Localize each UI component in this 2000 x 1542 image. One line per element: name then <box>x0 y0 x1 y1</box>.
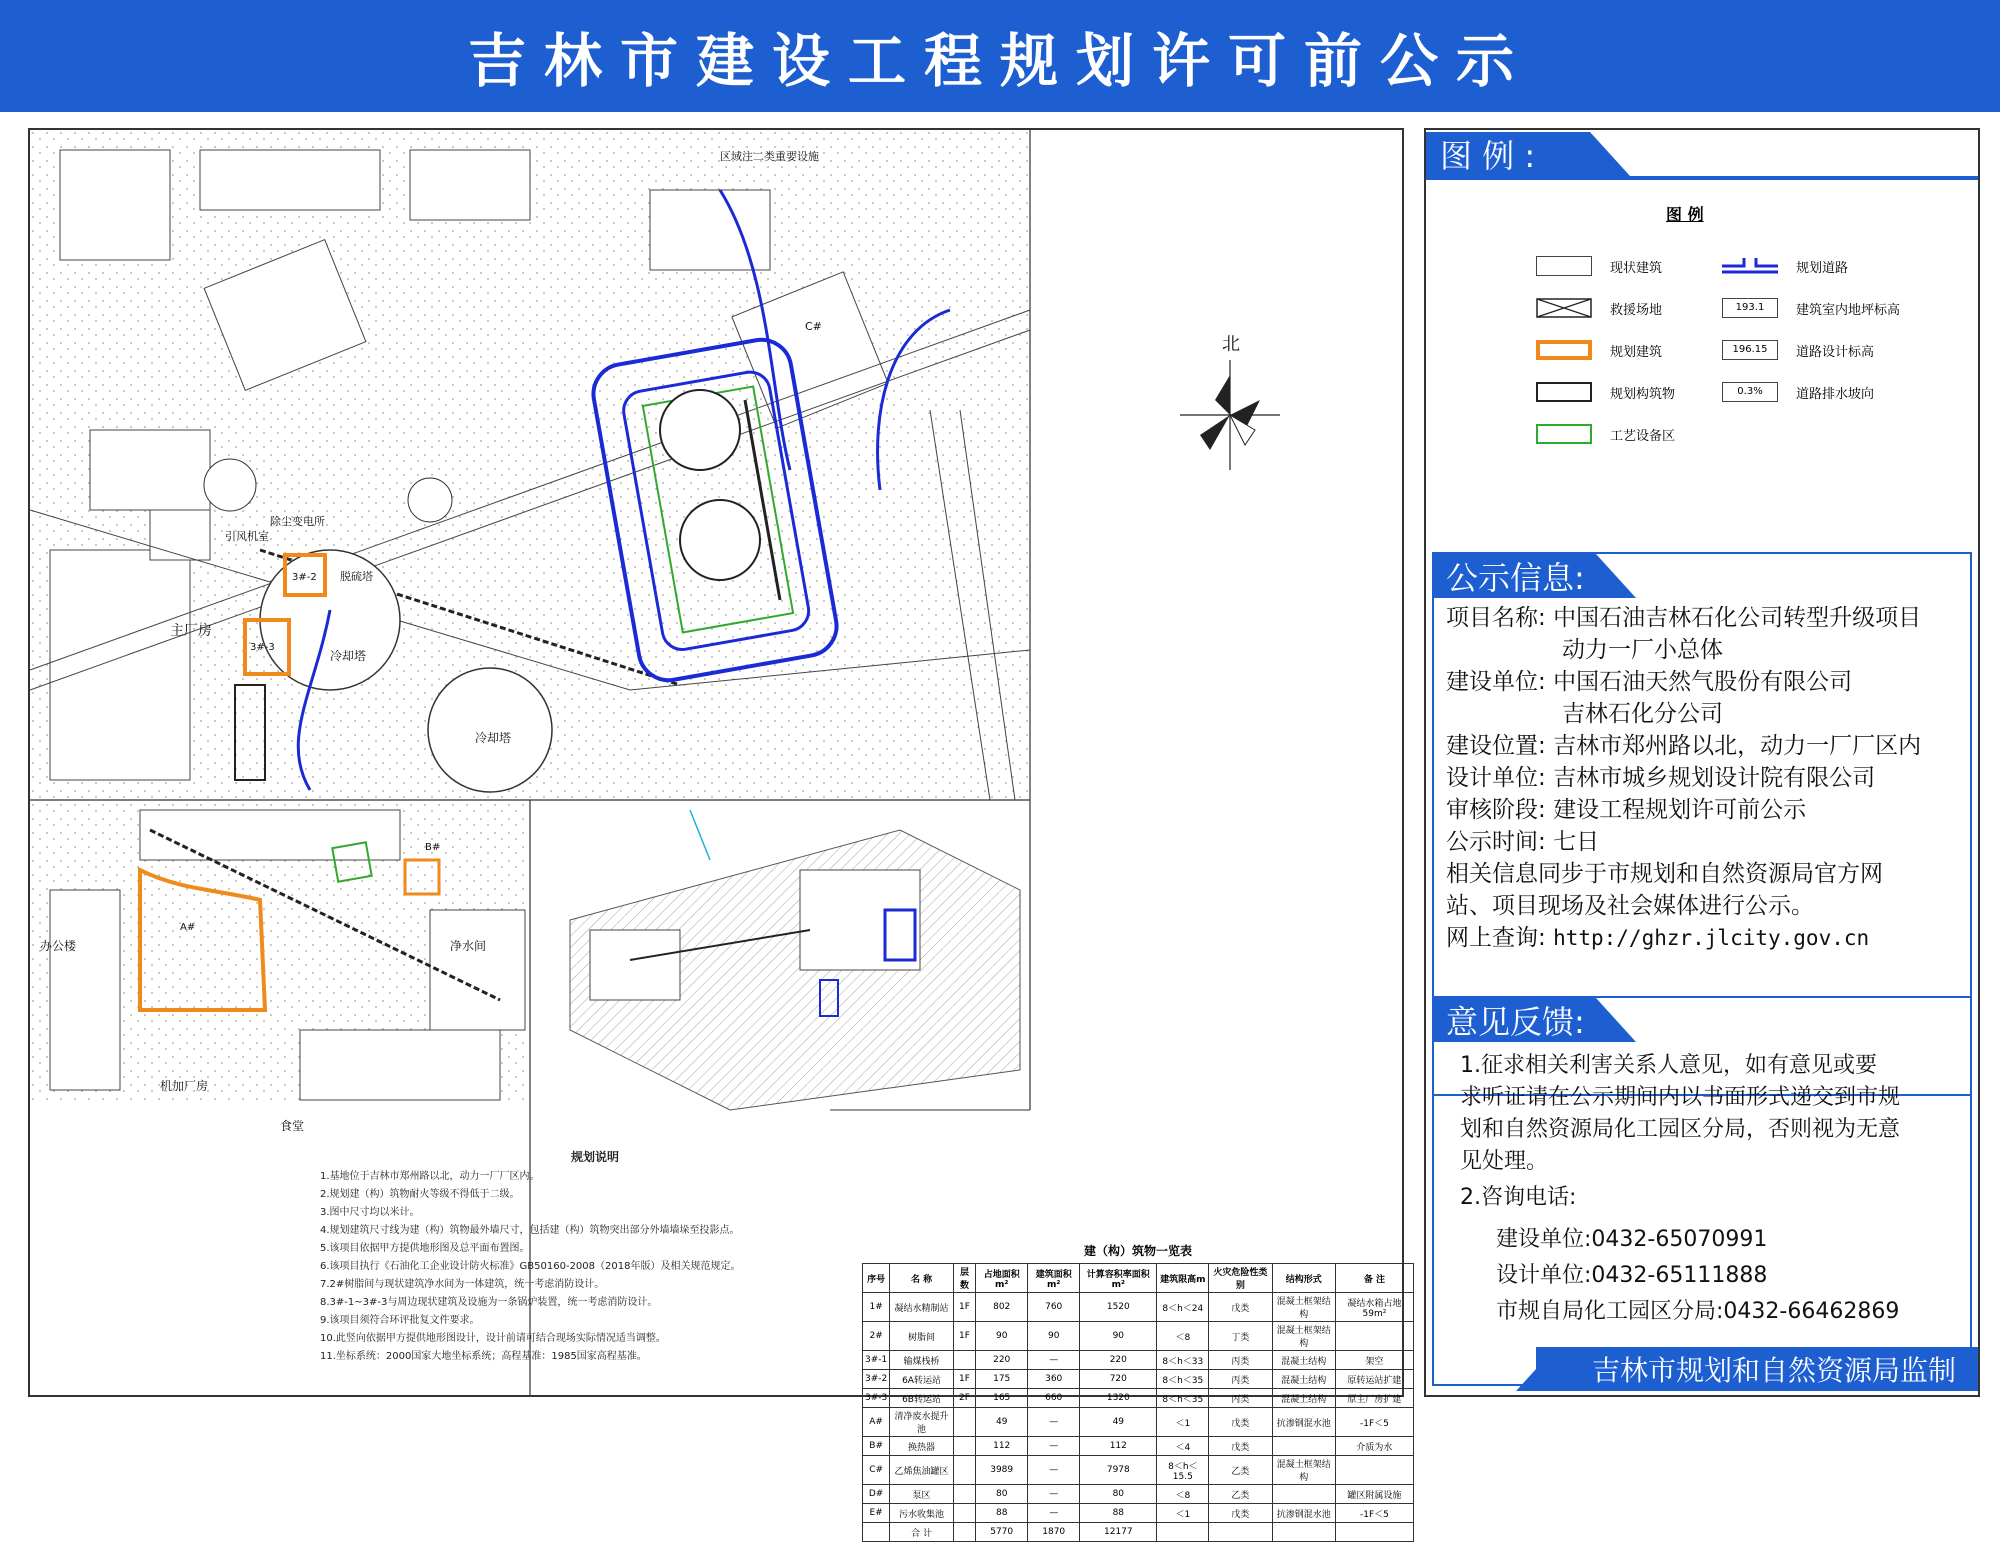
building-table-wrap <box>862 1242 1414 1542</box>
legend-item <box>1536 256 1662 276</box>
table-cell: 戊类 <box>1209 1437 1272 1456</box>
legend-label: 工艺设备区 <box>1610 428 1676 444</box>
table-row <box>863 1437 1414 1456</box>
table-cell: 树脂间 <box>890 1322 954 1351</box>
table-header: 建筑面积m² <box>1028 1264 1080 1293</box>
table-cell <box>953 1351 975 1370</box>
table-cell: — <box>1028 1504 1080 1523</box>
table-cell: 原转运站扩建 <box>1335 1370 1413 1389</box>
table-cell: 输煤栈桥 <box>890 1351 954 1370</box>
info-value: 建设工程规划许可前公示 <box>1553 797 1807 823</box>
table-cell: 8＜h＜33 <box>1157 1351 1209 1370</box>
notes-line: 2.规划建（构）筑物耐火等级不得低于二级。 <box>320 1189 520 1200</box>
table-cell: E# <box>863 1504 890 1523</box>
upper-plan <box>30 130 1030 800</box>
table-cell: 凝结水箱占地59m² <box>1335 1293 1413 1322</box>
legend-label: 道路设计标高 <box>1796 344 1875 360</box>
table-header: 结构形式 <box>1272 1264 1335 1293</box>
table-cell: 1F <box>953 1322 975 1351</box>
table-cell: ＜1 <box>1157 1504 1209 1523</box>
legend-item <box>1722 340 1874 360</box>
table-cell: 1320 <box>1080 1389 1157 1408</box>
legend-item <box>1722 298 1900 318</box>
table-cell: 合 计 <box>890 1523 954 1542</box>
info-value: 中国石油天然气股份有限公司 <box>1553 669 1853 695</box>
label-code-b: B# <box>425 842 441 853</box>
label-boundary: 区域注二类重要设施 <box>720 150 819 163</box>
legend-item <box>1536 382 1675 402</box>
info-label: 项目名称: <box>1446 605 1546 631</box>
info-row-location <box>1446 730 1921 762</box>
info-value: 吉林石化分公司 <box>1562 701 1723 727</box>
table-cell: 丙类 <box>1209 1389 1272 1408</box>
info-label: 设计单位: <box>1446 765 1546 791</box>
legend-label: 规划道路 <box>1796 260 1849 276</box>
info-row-builder-cont <box>1562 698 1723 730</box>
table-cell: 802 <box>976 1293 1028 1322</box>
info-label: 审核阶段: <box>1446 797 1546 823</box>
table-cell: 7978 <box>1080 1456 1157 1485</box>
table-header: 占地面积m² <box>976 1264 1028 1293</box>
phone-label: 设计单位: <box>1496 1263 1592 1288</box>
info-label: 公示时间: <box>1446 829 1546 855</box>
table-cell: 8＜h＜24 <box>1157 1293 1209 1322</box>
table-cell: 360 <box>1028 1370 1080 1389</box>
table-cell <box>1272 1485 1335 1504</box>
table-row <box>863 1504 1414 1523</box>
legend-item <box>1536 298 1662 318</box>
feedback-line: 1.征求相关利害关系人意见，如有意见或要 <box>1460 1053 1877 1078</box>
table-cell: 1F <box>953 1293 975 1322</box>
phone-row <box>1496 1296 1899 1328</box>
notes-line: 5.该项目依据甲方提供地形图及总平面布置图。 <box>320 1243 530 1254</box>
table-cell: 1520 <box>1080 1293 1157 1322</box>
notes-line: 9.该项目须符合环评批复文件要求。 <box>320 1315 480 1326</box>
label-cooling-tower-1: 冷却塔 <box>330 649 367 663</box>
notes-line: 7.2#树脂间与现状建筑净水间为一体建筑，统一考虑消防设计。 <box>320 1279 605 1290</box>
label-code-c: C# <box>805 320 822 333</box>
planning-notes <box>320 1148 870 1366</box>
table-cell: — <box>1028 1485 1080 1504</box>
table-cell <box>953 1523 975 1542</box>
table-cell: C# <box>863 1456 890 1485</box>
process-area-swatch <box>1536 424 1592 444</box>
table-header: 建筑限高m <box>1157 1264 1209 1293</box>
table-row <box>863 1523 1414 1542</box>
info-label: 网上查询: <box>1446 925 1546 951</box>
legend-item <box>1722 382 1874 402</box>
table-cell: 3#-3 <box>863 1389 890 1408</box>
table-row <box>863 1370 1414 1389</box>
table-cell: — <box>1028 1408 1080 1437</box>
planned-structure-swatch <box>1536 382 1592 402</box>
table-cell: 罐区附属设施 <box>1335 1485 1413 1504</box>
table-cell: 丙类 <box>1209 1351 1272 1370</box>
table-cell <box>953 1437 975 1456</box>
building-table <box>862 1263 1414 1542</box>
label-building-c: 脱硫塔 <box>340 570 373 583</box>
table-header: 计算容积率面积m² <box>1080 1264 1157 1293</box>
table-cell <box>1272 1437 1335 1456</box>
table-cell: 165 <box>976 1389 1028 1408</box>
table-cell: — <box>1028 1456 1080 1485</box>
info-sync-line1: 相关信息同步于市规划和自然资源局官方网 <box>1446 861 1883 887</box>
feedback-line: 划和自然资源局化工园区分局，否则视为无意 <box>1460 1117 1901 1142</box>
legend-label: 现状建筑 <box>1610 260 1663 276</box>
legend-rule <box>1426 176 1978 180</box>
table-cell: A# <box>863 1408 890 1437</box>
feedback-header <box>1432 998 1596 1042</box>
table-cell: 1# <box>863 1293 890 1322</box>
legend-item <box>1536 340 1662 360</box>
info-value: 动力一厂小总体 <box>1562 637 1723 663</box>
label-code-a: A# <box>180 922 196 933</box>
building-table-title: 建（构）筑物一览表 <box>1083 1244 1192 1258</box>
label-building-a: 引风机室 <box>225 530 269 543</box>
north-label: 北 <box>1222 334 1240 355</box>
legend-label: 道路排水坡向 <box>1796 386 1875 402</box>
table-cell <box>953 1504 975 1523</box>
table-cell: 90 <box>976 1322 1028 1351</box>
table-cell: 90 <box>1028 1322 1080 1351</box>
planned-building-swatch <box>1536 340 1592 360</box>
table-cell: 80 <box>976 1485 1028 1504</box>
table-cell: 6A转运站 <box>890 1370 954 1389</box>
info-row-designer <box>1446 762 1875 794</box>
table-cell <box>1272 1523 1335 1542</box>
notes-line: 11.坐标系统：2000国家大地坐标系统；高程基准：1985国家高程基准。 <box>320 1351 647 1362</box>
phone-row <box>1496 1260 1767 1292</box>
table-cell: 12177 <box>1080 1523 1157 1542</box>
lower-plan <box>30 802 528 1133</box>
table-cell <box>1335 1322 1413 1351</box>
table-cell: 112 <box>976 1437 1028 1456</box>
table-header: 火灾危险性类别 <box>1209 1264 1272 1293</box>
table-row <box>863 1485 1414 1504</box>
table-cell: 抗渗钢混水池 <box>1272 1408 1335 1437</box>
table-cell: 介质为水 <box>1335 1437 1413 1456</box>
table-cell <box>953 1408 975 1437</box>
label-building-b: 除尘变电所 <box>270 515 325 528</box>
table-cell <box>953 1485 975 1504</box>
legend-label: 救援场地 <box>1610 302 1663 318</box>
table-cell: B# <box>863 1437 890 1456</box>
road-elevation-sample: 196.15 <box>1722 340 1778 360</box>
table-cell: 3#-1 <box>863 1351 890 1370</box>
table-header: 名 称 <box>890 1264 954 1293</box>
table-cell: 凝结水精制站 <box>890 1293 954 1322</box>
table-cell: 丁类 <box>1209 1322 1272 1351</box>
notes-title: 规划说明 <box>570 1150 619 1164</box>
info-header-text: 公示信息: <box>1446 559 1585 597</box>
table-cell: 88 <box>1080 1504 1157 1523</box>
page-title: 吉林市建设工程规划许可前公示 <box>467 27 1532 95</box>
table-cell: ＜4 <box>1157 1437 1209 1456</box>
table-header: 备 注 <box>1335 1264 1413 1293</box>
notes-line: 8.3#-1~3#-3与周边现状建筑及设施为一条锅炉装置，统一考虑消防设计。 <box>320 1297 658 1308</box>
table-cell <box>863 1523 890 1542</box>
label-machine-plant: 机加厂房 <box>160 1079 209 1093</box>
feedback-header-text: 意见反馈: <box>1446 1003 1585 1041</box>
existing-building-swatch <box>1536 256 1592 276</box>
label-canteen: 食堂 <box>280 1119 305 1133</box>
north-arrow <box>1180 334 1280 470</box>
info-label: 建设单位: <box>1446 669 1546 695</box>
label-office: 办公楼 <box>40 939 77 953</box>
notes-line: 6.该项目执行《石油化工企业设计防火标准》GB50160-2008（2018年版）及相关规范规定。 <box>320 1261 741 1272</box>
info-row-builder <box>1446 666 1852 698</box>
info-row-project-cont <box>1562 634 1723 666</box>
table-cell <box>1209 1523 1272 1542</box>
feedback-line: 求听证请在公示期间内以书面形式递交到市规 <box>1460 1085 1901 1110</box>
legend-label: 规划建筑 <box>1610 344 1663 360</box>
table-cell: 抗渗钢混水池 <box>1272 1504 1335 1523</box>
table-cell: D# <box>863 1485 890 1504</box>
table-cell: — <box>1028 1437 1080 1456</box>
info-value: 七日 <box>1553 829 1600 855</box>
table-cell: 戊类 <box>1209 1293 1272 1322</box>
table-cell: 戊类 <box>1209 1408 1272 1437</box>
phone-value: 0432-65111888 <box>1591 1263 1768 1288</box>
phone-label: 市规自局化工园区分局: <box>1496 1299 1724 1324</box>
table-cell: 泵区 <box>890 1485 954 1504</box>
feedback-line: 2.咨询电话: <box>1460 1185 1577 1210</box>
table-cell: 49 <box>1080 1408 1157 1437</box>
table-row <box>863 1389 1414 1408</box>
floor-elevation-sample: 193.1 <box>1722 298 1778 318</box>
sidebar <box>1424 128 1980 1397</box>
legend-header-text: 图 例 : <box>1440 137 1536 175</box>
notes-line: 1.基地位于吉林市郑州路以北，动力一厂厂区内。 <box>320 1171 540 1182</box>
table-cell: — <box>1028 1351 1080 1370</box>
notes-line: 4.规划建筑尺寸线为建（构）筑物最外墙尺寸，包括建（构）筑物突出部分外墙墙垛至投影点。 <box>320 1225 740 1236</box>
table-cell: 架空 <box>1335 1351 1413 1370</box>
legend-item <box>1722 256 1848 276</box>
table-cell: ＜8 <box>1157 1485 1209 1504</box>
table-cell: 760 <box>1028 1293 1080 1322</box>
feedback-line: 见处理。 <box>1460 1149 1549 1174</box>
table-cell: 660 <box>1028 1389 1080 1408</box>
phone-row <box>1496 1224 1767 1256</box>
info-value: 中国石油吉林石化公司转型升级项目 <box>1553 605 1922 631</box>
table-cell: 乙烯焦油罐区 <box>890 1456 954 1485</box>
table-cell: 8＜h＜35 <box>1157 1389 1209 1408</box>
table-cell: 8＜h＜35 <box>1157 1370 1209 1389</box>
page-banner <box>0 0 2000 112</box>
table-cell: 混凝土框架结构 <box>1272 1293 1335 1322</box>
table-cell: 2# <box>863 1322 890 1351</box>
footer-text: 吉林市规划和自然资源局监制 <box>1591 1354 1956 1387</box>
table-row <box>863 1293 1414 1322</box>
footer-banner <box>1536 1347 1978 1391</box>
table-cell: 5770 <box>976 1523 1028 1542</box>
table-row <box>863 1322 1414 1351</box>
table-cell: 80 <box>1080 1485 1157 1504</box>
rescue-area-swatch <box>1536 298 1592 318</box>
info-label: 建设位置: <box>1446 733 1546 759</box>
label-code-3-2: 3#-2 <box>292 572 317 583</box>
table-cell: 混凝土框架结构 <box>1272 1322 1335 1351</box>
label-water-station: 净水间 <box>450 939 487 953</box>
notes-line: 10.此竖向依据甲方提供地形图设计，设计前请可结合现场实际情况适当调整。 <box>320 1333 666 1344</box>
table-row <box>863 1351 1414 1370</box>
table-cell: 8＜h＜15.5 <box>1157 1456 1209 1485</box>
table-cell: 清净废水提升池 <box>890 1408 954 1437</box>
table-cell: -1F＜5 <box>1335 1504 1413 1523</box>
online-url-link[interactable]: http://ghzr.jlcity.gov.cn <box>1553 926 1870 950</box>
table-cell: 混凝土结构 <box>1272 1370 1335 1389</box>
table-cell: 175 <box>976 1370 1028 1389</box>
notes-line: 3.图中尺寸均以米计。 <box>320 1207 420 1218</box>
table-cell: 混凝土框架结构 <box>1272 1456 1335 1485</box>
label-cooling-tower-2: 冷却塔 <box>475 731 512 745</box>
table-cell: 3#-2 <box>863 1370 890 1389</box>
info-row-period <box>1446 826 1599 858</box>
info-sync-line2: 站、项目现场及社会媒体进行公示。 <box>1446 893 1814 919</box>
drainage-slope-sample: 0.3% <box>1722 382 1778 402</box>
table-cell: 49 <box>976 1408 1028 1437</box>
phone-value: 0432-65070991 <box>1591 1227 1768 1252</box>
table-cell <box>1335 1456 1413 1485</box>
legend-title: 图 例 <box>1666 205 1704 224</box>
phone-value: 0432-66462869 <box>1723 1299 1900 1324</box>
table-cell: 丙类 <box>1209 1370 1272 1389</box>
table-header: 序号 <box>863 1264 890 1293</box>
table-cell: 220 <box>1080 1351 1157 1370</box>
table-cell: 混凝土结构 <box>1272 1389 1335 1408</box>
info-header <box>1432 554 1596 598</box>
table-cell: 3989 <box>976 1456 1028 1485</box>
table-cell: 2F <box>953 1389 975 1408</box>
key-plan <box>570 810 1020 1110</box>
table-cell: 88 <box>976 1504 1028 1523</box>
planned-road-swatch <box>1722 256 1778 276</box>
table-cell: 乙类 <box>1209 1456 1272 1485</box>
info-row-stage <box>1446 794 1806 826</box>
legend-item <box>1536 424 1675 444</box>
info-row-online <box>1446 922 1869 954</box>
site-plan-drawing <box>28 128 1404 1539</box>
legend-label: 规划构筑物 <box>1610 386 1676 402</box>
table-header-row <box>863 1264 1414 1293</box>
building-table-body <box>863 1293 1414 1542</box>
table-cell: 混凝土结构 <box>1272 1351 1335 1370</box>
table-header: 层数 <box>953 1264 975 1293</box>
table-cell: 戊类 <box>1209 1504 1272 1523</box>
table-cell: 6B转运站 <box>890 1389 954 1408</box>
info-row-project <box>1446 602 1921 634</box>
table-cell <box>1157 1523 1209 1542</box>
table-cell: 原主厂房扩建 <box>1335 1389 1413 1408</box>
info-value: 吉林市郑州路以北，动力一厂厂区内 <box>1553 733 1922 759</box>
table-cell: 换热器 <box>890 1437 954 1456</box>
table-cell: ＜8 <box>1157 1322 1209 1351</box>
table-cell: 720 <box>1080 1370 1157 1389</box>
legend-header <box>1426 132 1590 176</box>
table-cell <box>953 1456 975 1485</box>
table-cell: 90 <box>1080 1322 1157 1351</box>
table-cell: 1F <box>953 1370 975 1389</box>
table-row <box>863 1456 1414 1485</box>
table-cell: 污水收集池 <box>890 1504 954 1523</box>
table-cell: ＜1 <box>1157 1408 1209 1437</box>
table-cell: -1F＜5 <box>1335 1408 1413 1437</box>
label-main-plant: 主厂房 <box>170 623 212 639</box>
info-value: 吉林市城乡规划设计院有限公司 <box>1553 765 1876 791</box>
label-code-3-3: 3#-3 <box>250 642 275 653</box>
table-cell: 112 <box>1080 1437 1157 1456</box>
table-cell: 220 <box>976 1351 1028 1370</box>
table-row <box>863 1408 1414 1437</box>
table-cell: 1870 <box>1028 1523 1080 1542</box>
phone-label: 建设单位: <box>1496 1227 1592 1252</box>
table-cell <box>1335 1523 1413 1542</box>
table-cell: 乙类 <box>1209 1485 1272 1504</box>
legend-label: 建筑室内地坪标高 <box>1796 302 1901 318</box>
